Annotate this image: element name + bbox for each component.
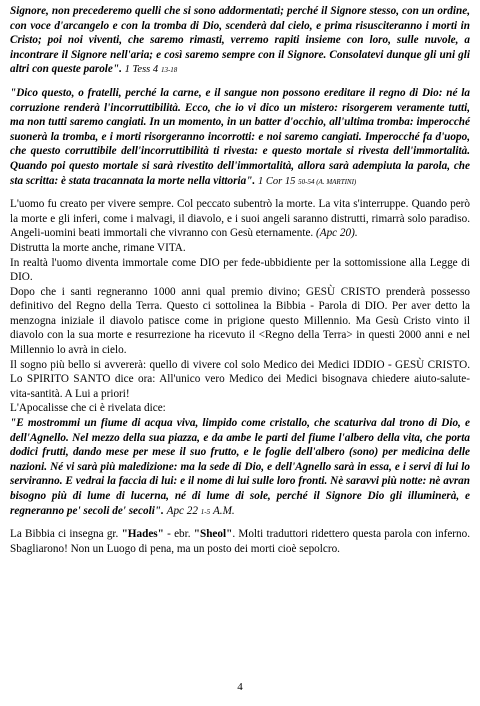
paragraph: L'Apocalisse che ci è rivelata dice: <box>10 402 166 415</box>
quote-reference: 1 Cor 15 <box>258 175 296 187</box>
term-hades: "Hades" <box>121 528 164 541</box>
quote-reference: Apc 22 <box>166 504 198 517</box>
paragraph-reference: (Apc 20). <box>316 227 358 240</box>
bible-quote-1-corinthians <box>10 86 470 189</box>
quote-reference-source: A.M. <box>212 504 235 517</box>
bible-quote-apocalypse <box>10 416 470 519</box>
quote-text: Signore, non precederemo quelli che si sono addormentati; perché il Signore stesso, con un ordine, con voce d'arcangelo e con la tromba di Dio, scenderà dal cielo, e prima risusciteranno i morti in Cristo; poi noi viventi, che saremo rimasti, verremo rapiti insieme con loro, sulle nuvole, a incontrare il Signore nell'aria; e così saremo sempre con il Signore. Consolatevi dunque gli uni gli altri con queste parole". <box>10 5 470 76</box>
paragraph: Dopo che i santi regneranno 1000 anni qual premio divino; GESÙ CRISTO prenderà possesso definitivo del Regno della Terra. Questo ci sottolinea la Bibbia - Parola di DIO. Per aver detto la menzogna iniziale il diavolo patisce come in prigione questo Millennio. Ma Gesù Cristo vinto il diavolo con la sua morte e resurrezione ha ricevuto il <Regno della Terra> in questi 2000 anni e nel Millennio lo avrà in cielo. <box>10 285 470 357</box>
bible-quote-1-thessalonians <box>10 4 470 78</box>
body-text <box>10 197 470 416</box>
term-sheol: "Sheol" <box>193 528 233 541</box>
quote-reference: 1 Tess 4 <box>124 64 159 76</box>
quote-reference-verses: 1-5 <box>200 507 211 516</box>
quote-text: "E mostrommi un fiume di acqua viva, limpido come cristallo, che scaturiva dal trono di Dio, e dell'Agnello. Nel mezzo della sua piazza, e da ambe le parti del fiume l'albero della vita, che porta dodici frutti, dando mese per mese il suo frutto, e le foglie dell'albero (sono) per medicina delle nazioni. Né vi sarà più maledizione: ma la sede di Dio, e dell'Agnello sarà in essa, e i servi di lui lo serviranno. E vedrai la faccia di lui: e il nome di lui sulle loro fronti. Nè saravvi più notte: nè avran bisogno più di lume di lucerna, né di lume di sole, perché il Signore Dio gli illuminerà, e regneranno pe' secoli de' secoli". <box>10 417 470 517</box>
paragraph: Distrutta la morte anche, rimane VITA. <box>10 241 186 254</box>
quote-text: "Dico questo, o fratelli, perché la carne, e il sangue non possono ereditare il regno di Dio: né la corruzione renderà l'incorruttibilità. Ecco, che io vi dico un mistero: risorgerem veramente tutti, ma non tutti saremo cangiati. In un momento, in un batter d'occhio, all'ultima tromba: imperocché suonerà la tromba, e i morti risorgeranno incorrotti: e noi saremo cangiati. Imperocché fa d'uopo, che questo corruttibile dell'incorruttibilità ti rivesta: e questo mortale si rivesta dell'immortalità. Quando poi questo mortale si sarà rivestito dell'immortalità, allora sarà adempiuta la parola, che sta scritta: è stata tracannata la morte nella vittoria". <box>10 86 470 187</box>
page-number: 4 <box>237 681 243 693</box>
paragraph: L'uomo fu creato per vivere sempre. Col peccato subentrò la morte. La vita s'interruppe. Quando però la morte e gli inferi, come i malvagi, il diavolo, e i suoi angeli saranno distrutti, rimarrà solo paradiso. Angeli-uomini beati immortali che vivranno con Gesù eternamente. (Apc 20). <box>10 198 470 240</box>
quote-reference-verses: 50-54 (A. MARTINI) <box>298 177 357 186</box>
quote-reference-verses: 13-18 <box>160 66 178 75</box>
paragraph: In realtà l'uomo diventa immortale come DIO per fede-ubbidiente per la sottomissione alla Legge di DIO. <box>10 256 470 284</box>
paragraph: Il sogno più bello si avvererà: quello di vivere col solo Medico dei Medici IDDIO - GESÙ CRISTO. Lo SPIRITO SANTO dice ora: All'unico vero Medico dei Medici bisognava chiedere aiuto-salute-vita-santità. A Lui a priori! <box>10 358 470 400</box>
closing-paragraph: La Bibbia ci insegna gr. "Hades" - ebr. "Sheol". Molti traduttori ridettero questa parola con inferno. Sbagliarono! Non un Luogo di pena, ma un posto dei morti cioè sepolcro. <box>10 528 470 555</box>
